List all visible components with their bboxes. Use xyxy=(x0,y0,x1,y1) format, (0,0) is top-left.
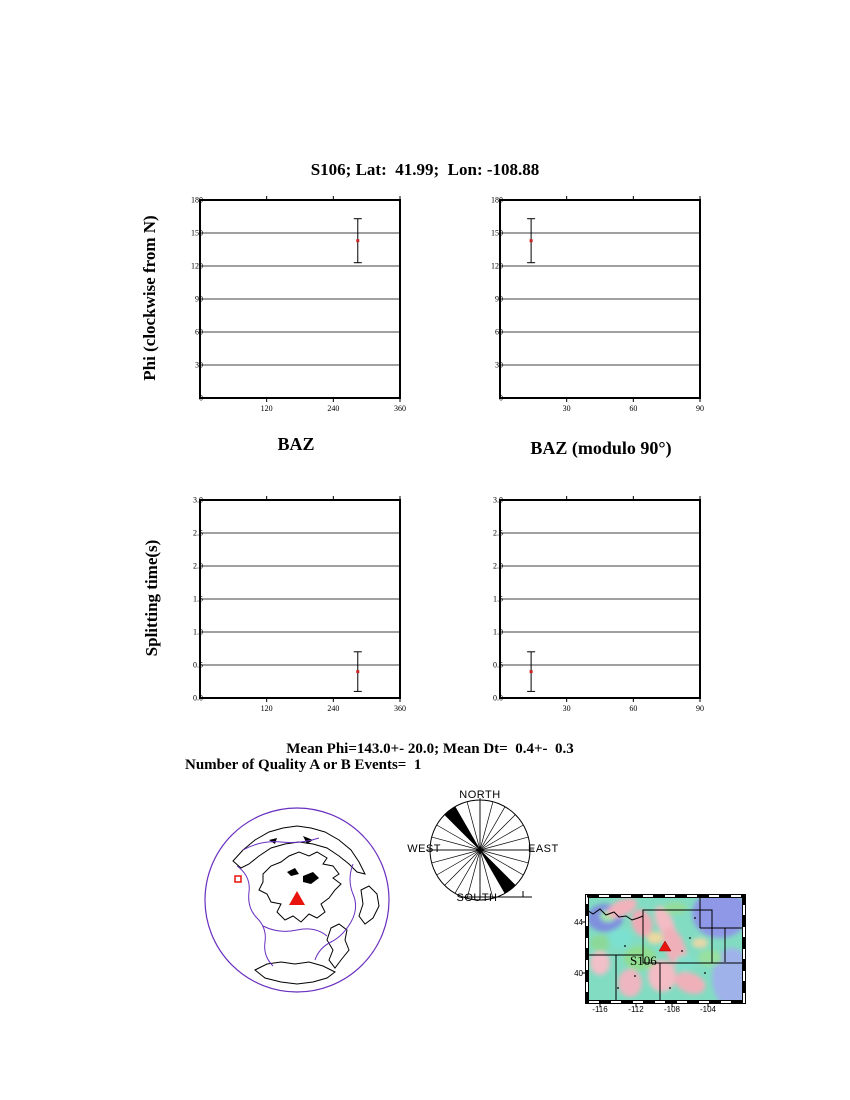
svg-text:60: 60 xyxy=(195,327,203,337)
svg-text:2.0: 2.0 xyxy=(493,561,503,571)
xlabel-baz: BAZ xyxy=(277,434,315,454)
plot-dt-vs-baz xyxy=(174,494,414,720)
compass-label-south: SOUTH xyxy=(456,892,498,904)
globe-map xyxy=(203,806,393,996)
svg-text:30: 30 xyxy=(495,360,503,370)
svg-text:240: 240 xyxy=(327,404,340,413)
svg-text:44: 44 xyxy=(574,918,583,927)
ylabel-phi: Phi (clockwise from N) xyxy=(140,215,159,381)
svg-text:0.0: 0.0 xyxy=(193,693,203,703)
svg-text:3.0: 3.0 xyxy=(493,495,503,505)
svg-text:120: 120 xyxy=(260,704,273,713)
plot-dt-vs-baz-mod90 xyxy=(474,494,714,720)
svg-text:0.5: 0.5 xyxy=(193,660,203,670)
xlabel-baz-mod90: BAZ (modulo 90°) xyxy=(530,438,672,458)
svg-text:30: 30 xyxy=(562,404,571,413)
svg-text:-116: -116 xyxy=(592,1005,608,1014)
svg-text:60: 60 xyxy=(495,327,503,337)
svg-text:180: 180 xyxy=(491,195,503,205)
svg-text:1.0: 1.0 xyxy=(493,627,503,637)
svg-text:240: 240 xyxy=(327,704,340,713)
svg-text:90: 90 xyxy=(495,294,503,304)
svg-text:90: 90 xyxy=(696,704,704,713)
svg-text:3.0: 3.0 xyxy=(193,495,203,505)
svg-text:150: 150 xyxy=(491,228,503,238)
plot-phi-vs-baz-mod90 xyxy=(474,194,714,420)
page-title: S106; Lat: 41.99; Lon: -108.88 xyxy=(310,160,540,179)
compass-label-east: EAST xyxy=(528,843,559,855)
svg-text:-104: -104 xyxy=(699,1005,717,1014)
plot-phi-vs-baz xyxy=(174,194,414,420)
svg-text:120: 120 xyxy=(260,404,273,413)
svg-text:60: 60 xyxy=(629,404,638,413)
svg-text:360: 360 xyxy=(394,404,406,413)
svg-text:1.5: 1.5 xyxy=(493,594,503,604)
svg-text:1.5: 1.5 xyxy=(193,594,203,604)
compass-label-west: WEST xyxy=(407,843,441,855)
svg-text:60: 60 xyxy=(629,704,638,713)
event-count-line: Number of Quality A or B Events= 1 xyxy=(185,757,422,773)
svg-text:2.0: 2.0 xyxy=(193,561,203,571)
svg-text:0.0: 0.0 xyxy=(493,693,503,703)
svg-text:-108: -108 xyxy=(663,1005,681,1014)
svg-text:0.5: 0.5 xyxy=(493,660,503,670)
svg-text:-112: -112 xyxy=(628,1005,644,1014)
svg-text:0: 0 xyxy=(199,393,203,403)
svg-text:30: 30 xyxy=(562,704,571,713)
svg-text:150: 150 xyxy=(191,228,203,238)
svg-text:40: 40 xyxy=(574,969,583,978)
svg-text:360: 360 xyxy=(394,704,406,713)
svg-text:120: 120 xyxy=(491,261,503,271)
station-triangle-marker xyxy=(289,891,305,905)
svg-text:120: 120 xyxy=(191,261,203,271)
svg-text:180: 180 xyxy=(191,195,203,205)
map-station-label: S106 xyxy=(630,953,657,968)
mean-stats-line: Mean Phi=143.0+- 20.0; Mean Dt= 0.4+- 0.3 xyxy=(286,741,574,757)
svg-text:1.0: 1.0 xyxy=(193,627,203,637)
compass-label-north: NORTH xyxy=(459,789,501,801)
ylabel-splitting-time: Splitting time(s) xyxy=(142,539,161,657)
svg-text:90: 90 xyxy=(195,294,203,304)
topo-map xyxy=(570,888,775,1023)
svg-text:0: 0 xyxy=(499,393,503,403)
svg-text:2.5: 2.5 xyxy=(493,528,503,538)
event-square-marker xyxy=(235,876,241,882)
svg-text:30: 30 xyxy=(195,360,203,370)
coastlines xyxy=(233,826,379,984)
svg-text:90: 90 xyxy=(696,404,704,413)
svg-text:2.5: 2.5 xyxy=(193,528,203,538)
